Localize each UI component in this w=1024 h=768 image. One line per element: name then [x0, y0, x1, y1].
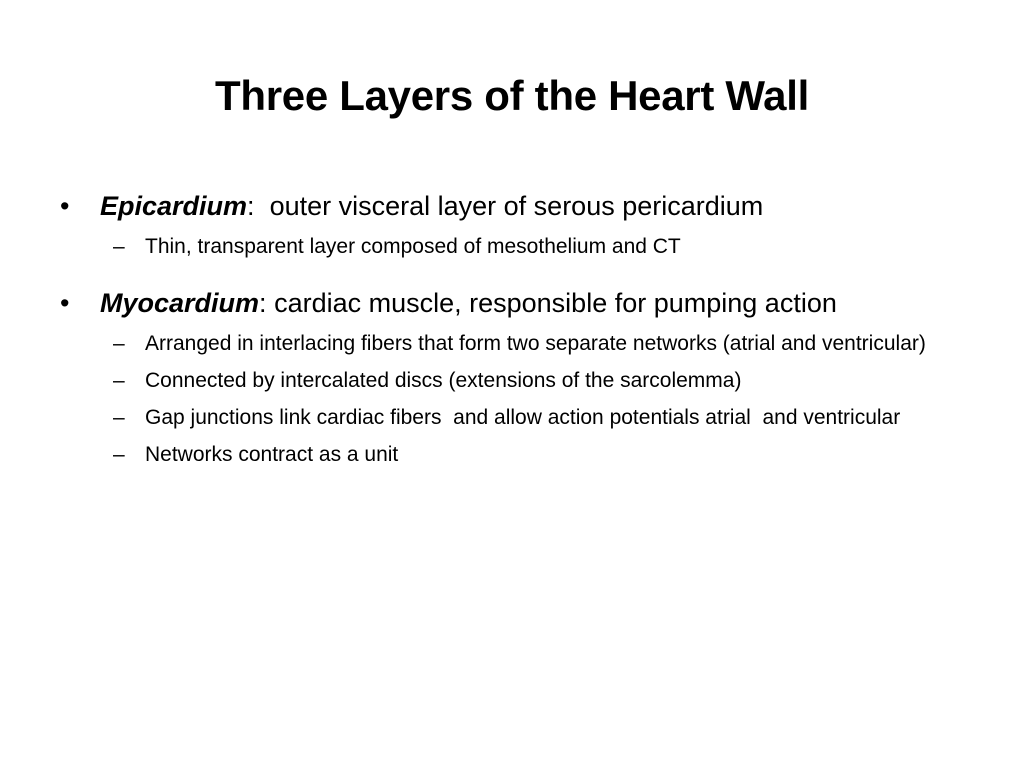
dash-marker: – [113, 235, 125, 258]
dash-marker: – [113, 443, 125, 466]
sub-item [60, 364, 980, 397]
sub-item [60, 230, 980, 263]
bullet-separator: : [259, 288, 267, 318]
bullet-myocardium [60, 283, 980, 323]
sub-item [60, 401, 980, 434]
sub-list-epicardium [60, 230, 980, 263]
bullet-term: Myocardium [100, 288, 260, 318]
sub-item-text: Gap junctions link cardiac fibers and allow action potentials atrial and ventricular [145, 406, 901, 429]
bullet-marker: • [60, 191, 70, 221]
sub-item-text: Arranged in interlacing fibers that form two separate networks (atrial and ventricular) [145, 332, 926, 355]
dash-marker: – [113, 332, 125, 355]
bullet-marker: • [60, 288, 70, 318]
sub-item [60, 438, 980, 471]
sub-item-text: Networks contract as a unit [145, 443, 399, 466]
bullet-epicardium [60, 186, 980, 226]
slide-title: Three Layers of the Heart Wall [215, 72, 809, 119]
bullet-term: Epicardium [100, 191, 248, 221]
dash-marker: – [113, 406, 125, 429]
sub-item-text: Thin, transparent layer composed of mesothelium and CT [145, 235, 681, 258]
sub-item [60, 327, 980, 360]
sub-list-myocardium [60, 327, 980, 471]
bullet-text: cardiac muscle, responsible for pumping action [266, 288, 837, 318]
sub-item-text: Connected by intercalated discs (extensions of the sarcolemma) [145, 369, 742, 392]
dash-marker: – [113, 369, 125, 392]
bullet-separator: : [247, 191, 255, 221]
bullet-text: outer visceral layer of serous pericardium [254, 191, 764, 221]
spacer [60, 263, 980, 283]
slide-content [60, 186, 980, 471]
